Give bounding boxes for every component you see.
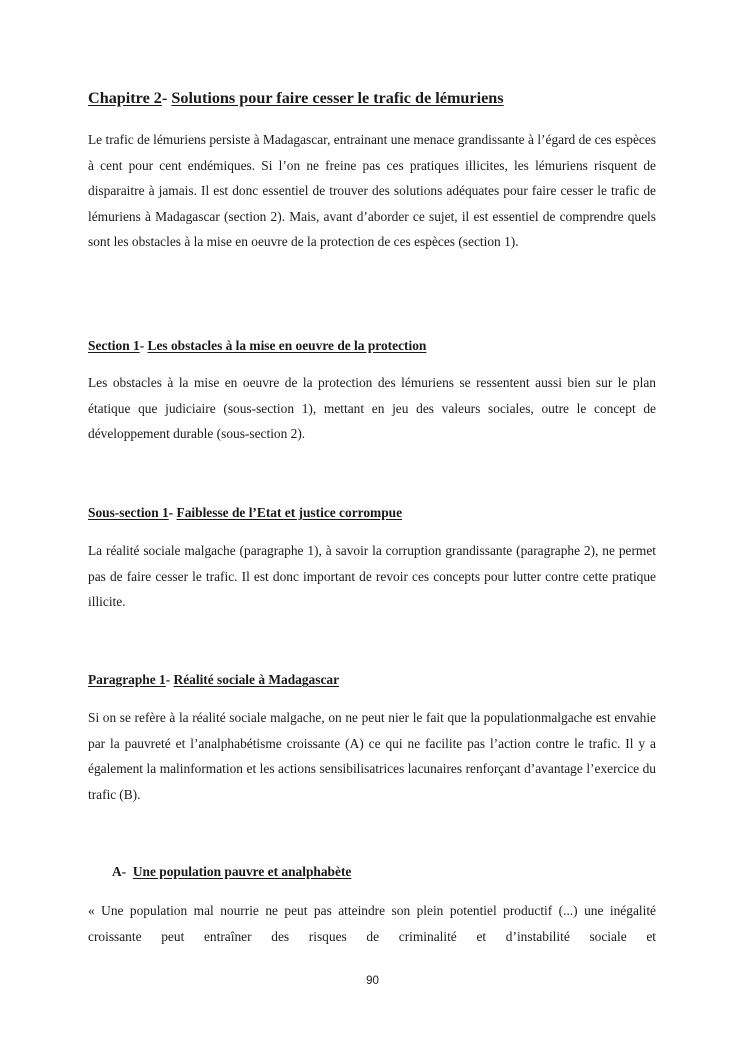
paragraph-1-label: Paragraphe 1 — [88, 672, 166, 687]
paragraph-1-title: Réalité sociale à Madagascar — [173, 672, 340, 687]
point-a-label: A- — [112, 864, 127, 879]
point-a-title: Une population pauvre et analphabète — [132, 864, 352, 879]
section-1-label: Section 1 — [88, 338, 140, 353]
point-a-quote: « Une population mal nourrie ne peut pas atteindre son plein potentiel productif (...) une inégalité croissante peut entraîner des risques de criminalité et d’instabilité sociale et — [88, 903, 656, 944]
subsection-1-paragraph: La réalité sociale malgache (paragraphe 1), à savoir la corruption grandissante (paragraphe 2), ne permet pas de faire cesser le trafic. Il est donc important de revoir ces concepts pour lutter contre cette pratique illicite. — [88, 543, 656, 610]
chapter-title: Solutions pour faire cesser le trafic de lémuriens — [171, 89, 504, 107]
section-1-paragraph: Les obstacles à la mise en oeuvre de la protection des lémuriens se ressentent aussi bien sur le plan étatique que judiciaire (sous-section 1), mettant en jeu des valeurs sociales, outre le concept de développement durable (sous-section 2). — [88, 375, 656, 442]
paragraph-1-separator: - — [165, 672, 174, 687]
subsection-1-label: Sous-section 1 — [88, 505, 169, 520]
chapter-separator: - — [161, 89, 172, 107]
chapter-heading — [88, 89, 656, 108]
section-1-separator: - — [139, 338, 148, 353]
paragraph-1-heading — [88, 672, 656, 688]
section-1-title: Les obstacles à la mise en oeuvre de la protection — [147, 338, 427, 353]
subsection-1-heading — [88, 505, 656, 521]
page-number: 90 — [366, 975, 379, 987]
subsection-1-title: Faiblesse de l’Etat et justice corrompue — [176, 505, 403, 520]
point-a-heading — [112, 864, 656, 880]
intro-paragraph: Le trafic de lémuriens persiste à Madagascar, entrainant une menace grandissante à l’égard de ces espèces à cent pour cent endémiques. Si l’on ne freine pas ces pratiques illicites, les lémuriens risquent de disparaitre à jamais. Il est donc essentiel de trouver des solutions adéquates pour faire cesser le trafic de lémuriens à Madagascar (section 2). Mais, avant d’aborder ce sujet, il est essentiel de comprendre quels sont les obstacles à la mise en oeuvre de la protection de ces espèces (section 1). — [88, 132, 656, 250]
chapter-label: Chapitre 2 — [88, 89, 162, 107]
paragraph-1-text: Si on se refère à la réalité sociale malgache, on ne peut nier le fait que la populationmalgache est envahie par la pauvreté et l’analphabétisme croissante (A) ce qui ne facilite pas l’action contre le trafic. Il y a également la malinformation et les actions sensibilisatrices lacunaires renforçant d’avantage l’exercice du trafic (B). — [88, 710, 656, 802]
subsection-1-separator: - — [168, 505, 177, 520]
section-1-heading — [88, 338, 656, 354]
